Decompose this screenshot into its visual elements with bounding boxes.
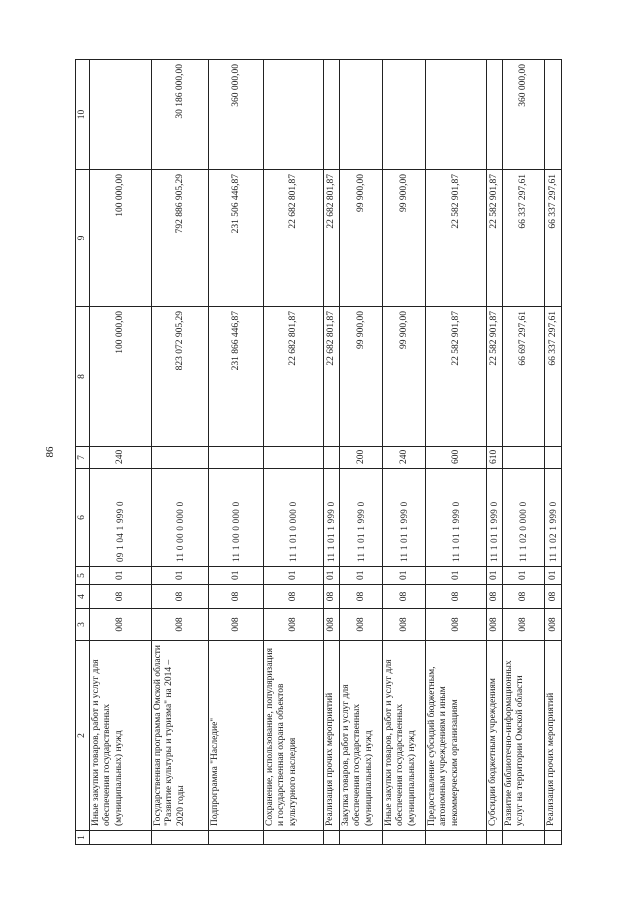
table-cell: Реализация прочих мероприятий: [545, 641, 562, 831]
table-cell: 11 1 01 1 999 0: [383, 469, 426, 567]
budget-table: [75, 59, 562, 845]
table-cell: 11 1 01 0 000 0: [264, 469, 324, 567]
table-cell: 11 1 02 1 999 0: [545, 469, 562, 567]
table-cell: [264, 831, 324, 845]
table-cell: [324, 831, 340, 845]
table-cell: 01: [545, 567, 562, 585]
table-row: [209, 60, 264, 845]
table-cell: 99 900,00: [383, 170, 426, 307]
table-cell: 231 506 446,87: [209, 170, 264, 307]
table-cell: 22 682 801,87: [324, 170, 340, 307]
table-cell: 008: [383, 609, 426, 641]
column-header: 9: [76, 170, 90, 307]
column-header: 4: [76, 585, 90, 609]
table-cell: 240: [90, 447, 152, 469]
table-cell: 08: [426, 585, 487, 609]
table-cell: 100 000,00: [90, 307, 152, 447]
table-cell: 99 900,00: [383, 307, 426, 447]
header-row: [76, 60, 90, 845]
table-cell: [487, 60, 503, 170]
table-cell: [487, 831, 503, 845]
table-cell: 66 337 297,61: [545, 170, 562, 307]
table-cell: Субсидии бюджетным учреждениям: [487, 641, 503, 831]
table-row: [426, 60, 487, 845]
table-cell: 008: [426, 609, 487, 641]
table-cell: [264, 447, 324, 469]
table-cell: 66 697 297,61: [503, 307, 545, 447]
table-cell: 008: [264, 609, 324, 641]
table-cell: [503, 447, 545, 469]
table-cell: 22 682 801,87: [264, 307, 324, 447]
table-cell: 600: [426, 447, 487, 469]
table-cell: 01: [426, 567, 487, 585]
table-cell: 008: [340, 609, 383, 641]
table-cell: 01: [487, 567, 503, 585]
table-cell: [426, 831, 487, 845]
table-cell: 008: [545, 609, 562, 641]
table-cell: 01: [340, 567, 383, 585]
table-cell: 240: [383, 447, 426, 469]
table-row: [152, 60, 209, 845]
table-cell: 08: [503, 585, 545, 609]
table-cell: [90, 831, 152, 845]
table-cell: [152, 447, 209, 469]
table-cell: Реализация прочих мероприятий: [324, 641, 340, 831]
table-cell: 008: [90, 609, 152, 641]
table-cell: 200: [340, 447, 383, 469]
table-cell: Подпрограмма "Наследие": [209, 641, 264, 831]
rotated-page-content: [75, 60, 558, 845]
table-cell: [545, 447, 562, 469]
column-header: 10: [76, 60, 90, 170]
table-cell: 08: [340, 585, 383, 609]
table-cell: 22 682 801,87: [324, 307, 340, 447]
table-row: [90, 60, 152, 845]
table-cell: 01: [90, 567, 152, 585]
table-row: [264, 60, 324, 845]
table-cell: 66 337 297,61: [545, 307, 562, 447]
table-cell: 01: [264, 567, 324, 585]
table-cell: 11 1 02 0 000 0: [503, 469, 545, 567]
table-row: [324, 60, 340, 845]
table-cell: [324, 60, 340, 170]
table-cell: [383, 60, 426, 170]
table-cell: 11 1 01 1 999 0: [426, 469, 487, 567]
table-row: [340, 60, 383, 845]
page-number: 86: [44, 446, 56, 458]
table-cell: 008: [152, 609, 209, 641]
table-cell: 22 582 901,87: [487, 170, 503, 307]
table-cell: 11 1 00 0 000 0: [209, 469, 264, 567]
table-cell: [209, 447, 264, 469]
column-header: 1: [76, 831, 90, 845]
table-cell: 008: [487, 609, 503, 641]
table-row: [545, 60, 562, 845]
table-cell: [209, 831, 264, 845]
column-header: 8: [76, 307, 90, 447]
table-cell: [340, 831, 383, 845]
table-cell: 22 582 901,87: [487, 307, 503, 447]
table-cell: Иные закупки товаров, работ и услуг для обеспечения государственных (муниципальных) нужд: [383, 641, 426, 831]
column-header: 3: [76, 609, 90, 641]
table-cell: [324, 447, 340, 469]
table-cell: 66 337 297,61: [503, 170, 545, 307]
table-cell: 22 582 901,87: [426, 170, 487, 307]
table-cell: 610: [487, 447, 503, 469]
table-cell: [90, 60, 152, 170]
table-cell: 08: [324, 585, 340, 609]
table-cell: 11 1 01 1 999 0: [487, 469, 503, 567]
table-cell: 01: [209, 567, 264, 585]
table-cell: 008: [209, 609, 264, 641]
table-cell: 30 186 000,00: [152, 60, 209, 170]
budget-table-container: [75, 60, 558, 845]
table-cell: Государственная программа Омской области "Развитие культуры и туризма" на 2014 – 2020 годы: [152, 641, 209, 831]
table-cell: 08: [90, 585, 152, 609]
table-cell: 08: [152, 585, 209, 609]
table-cell: 823 072 905,29: [152, 307, 209, 447]
table-cell: [426, 60, 487, 170]
table-cell: 22 582 901,87: [426, 307, 487, 447]
table-cell: Развитие библиотечно-информационных услуг на территории Омской области: [503, 641, 545, 831]
table-cell: 01: [152, 567, 209, 585]
table-cell: Сохранение, использование, популяризация и государственная охрана объектов культурного наследия: [264, 641, 324, 831]
column-header: 6: [76, 469, 90, 567]
table-cell: 08: [487, 585, 503, 609]
table-cell: 11 1 01 1 999 0: [324, 469, 340, 567]
column-header: 5: [76, 567, 90, 585]
table-cell: 008: [503, 609, 545, 641]
table-cell: [545, 60, 562, 170]
table-cell: 231 866 446,87: [209, 307, 264, 447]
table-cell: 99 900,00: [340, 307, 383, 447]
table-cell: [152, 831, 209, 845]
table-row: [503, 60, 545, 845]
table-cell: [503, 831, 545, 845]
table-cell: 008: [324, 609, 340, 641]
table-cell: 792 886 905,29: [152, 170, 209, 307]
table-cell: Закупка товаров, работ и услуг для обеспечения государственных (муниципальных) нужд: [340, 641, 383, 831]
table-cell: [545, 831, 562, 845]
table-cell: 11 0 00 0 000 0: [152, 469, 209, 567]
table-cell: 08: [209, 585, 264, 609]
table-cell: 01: [503, 567, 545, 585]
column-header: 7: [76, 447, 90, 469]
table-cell: [340, 60, 383, 170]
table-row: [383, 60, 426, 845]
table-cell: 22 682 801,87: [264, 170, 324, 307]
table-cell: 08: [545, 585, 562, 609]
table-row: [487, 60, 503, 845]
table-cell: 08: [264, 585, 324, 609]
table-cell: 11 1 01 1 999 0: [340, 469, 383, 567]
table-cell: [264, 60, 324, 170]
table-cell: 01: [324, 567, 340, 585]
table-cell: 09 1 04 1 999 0: [90, 469, 152, 567]
table-cell: Иные закупки товаров, работ и услуг для обеспечения государственных (муниципальных) нужд: [90, 641, 152, 831]
table-cell: 100 000,00: [90, 170, 152, 307]
table-cell: Предоставление субсидий бюджетным, автономным учреждениям и иным некоммерческим организациям: [426, 641, 487, 831]
table-cell: 360 000,00: [209, 60, 264, 170]
table-cell: 99 900,00: [340, 170, 383, 307]
column-header: 2: [76, 641, 90, 831]
table-cell: [383, 831, 426, 845]
table-cell: 01: [383, 567, 426, 585]
table-cell: 360 000,00: [503, 60, 545, 170]
table-cell: 08: [383, 585, 426, 609]
